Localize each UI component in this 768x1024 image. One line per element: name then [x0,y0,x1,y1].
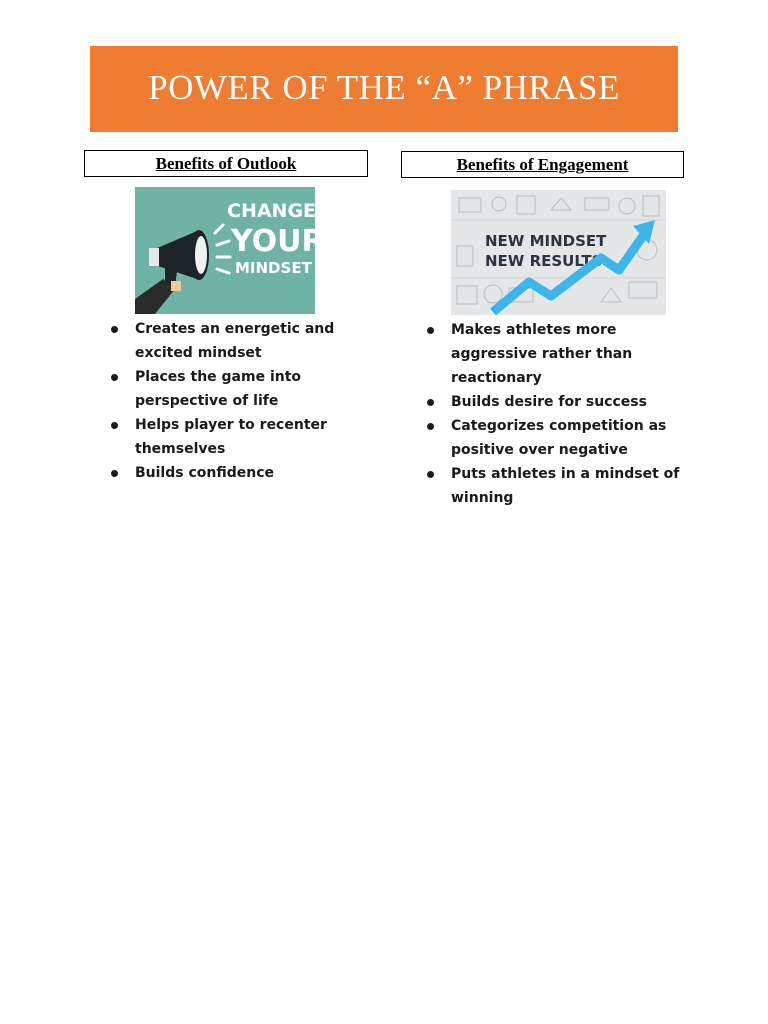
new-mindset-new-results-image [451,190,666,315]
list-item: Builds desire for success [426,390,686,414]
title-banner [90,46,678,132]
outlook-heading: Benefits of Outlook [84,150,368,177]
engagement-heading: Benefits of Engagement [401,151,684,178]
image-word-2: YOUR [231,224,325,259]
list-item: Places the game into perspective of life [110,365,350,413]
list-item: Categorizes competition as positive over negative [426,414,686,462]
outlook-benefits-list [110,317,350,485]
image-line-1: NEW MINDSET [485,232,607,250]
image-word-1: CHANGE [227,200,317,222]
list-item: Creates an energetic and excited mindset [110,317,350,365]
list-item: Makes athletes more aggressive rather than reactionary [426,318,686,390]
list-item: Helps player to recenter themselves [110,413,350,461]
image-word-3: MINDSET [235,259,312,277]
engagement-benefits-list [426,318,686,510]
image-line-2: NEW RESULTS [485,252,603,270]
change-your-mindset-image [135,187,325,314]
list-item: Puts athletes in a mindset of winning [426,462,686,510]
page-title: POWER OF THE “A” PHRASE [148,68,620,107]
list-item: Builds confidence [110,461,350,485]
